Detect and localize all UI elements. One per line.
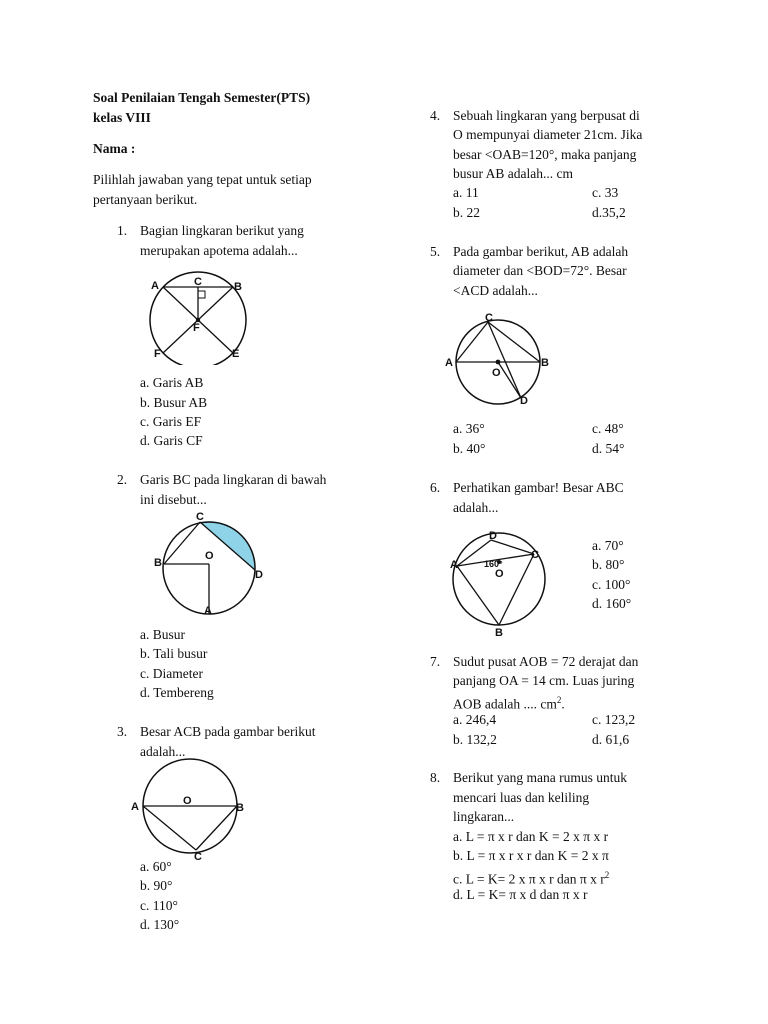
label-d: D <box>489 530 497 542</box>
question-number: 4. <box>430 108 441 123</box>
label-f-bottom: F <box>154 348 161 360</box>
question-text-line: busur AB adalah... cm <box>453 166 573 181</box>
question-text-line: <ACD adalah... <box>453 283 538 298</box>
option-b[interactable]: b. 80° <box>592 557 625 572</box>
superscript: 2 <box>604 870 610 880</box>
question-text-line: adalah... <box>453 500 499 515</box>
label-b: B <box>236 802 244 814</box>
label-o: O <box>205 550 214 562</box>
label-angle: 160° <box>484 559 503 569</box>
option-d[interactable]: d. 54° <box>592 441 625 456</box>
question-text-line: Perhatikan gambar! Besar ABC <box>453 480 624 495</box>
option-a[interactable]: a. 60° <box>140 859 172 874</box>
question-text-line: lingkaran... <box>453 809 515 824</box>
exam-class: kelas VIII <box>93 110 151 125</box>
question-number: 5. <box>430 244 441 259</box>
option-b[interactable]: b. Busur AB <box>140 395 208 410</box>
figure-circle-apothem <box>140 270 260 365</box>
label-c: C <box>485 312 493 324</box>
question-text-line: merupakan apotema adalah... <box>140 243 298 258</box>
option-d[interactable]: d.35,2 <box>592 205 626 220</box>
option-a[interactable]: a. 70° <box>592 538 624 553</box>
label-a: A <box>445 357 453 369</box>
question-text-main: AOB adalah .... cm <box>453 696 557 712</box>
name-label: Nama : <box>93 141 136 156</box>
label-o: O <box>495 568 504 580</box>
figure-circle-diameter <box>443 308 563 408</box>
superscript: 2 <box>556 695 562 705</box>
option-d[interactable]: d. 160° <box>592 596 632 611</box>
option-c-text: c. L = K= 2 x π x r dan π x r <box>453 871 605 887</box>
option-a[interactable]: a. 246,4 <box>453 712 497 727</box>
question-number: 2. <box>117 472 128 487</box>
label-o: O <box>492 367 501 379</box>
option-d[interactable]: d. Tembereng <box>140 685 214 700</box>
label-f: F <box>193 322 200 334</box>
question-number: 7. <box>430 654 441 669</box>
question-text-line: diameter dan <BOD=72°. Besar <box>453 263 627 278</box>
label-e: E <box>232 348 240 360</box>
option-b[interactable]: b. 22 <box>453 205 480 220</box>
label-b: B <box>495 627 503 639</box>
option-c[interactable]: c. 48° <box>592 421 624 436</box>
option-d[interactable]: d. Garis CF <box>140 433 203 448</box>
question-text-line: Pada gambar berikut, AB adalah <box>453 244 629 259</box>
question-text-line: Bagian lingkaran berikut yang <box>140 223 304 238</box>
question-number: 3. <box>117 724 128 739</box>
option-c[interactable]: c. 100° <box>592 577 631 592</box>
instruction-line-2: pertanyaan berikut. <box>93 192 198 207</box>
option-c[interactable]: c. Diameter <box>140 666 203 681</box>
option-a[interactable]: a. 11 <box>453 185 479 200</box>
option-b[interactable]: b. 132,2 <box>453 732 497 747</box>
label-b: B <box>541 357 549 369</box>
label-c: C <box>196 511 204 523</box>
question-text-line: besar <OAB=120°, maka panjang <box>453 147 637 162</box>
option-c[interactable]: c. 123,2 <box>592 712 636 727</box>
label-b: B <box>234 281 242 293</box>
question-text-line: O mempunyai diameter 21cm. Jika <box>453 127 643 142</box>
question-number: 6. <box>430 480 441 495</box>
option-d[interactable]: d. 61,6 <box>592 732 630 747</box>
label-d: D <box>520 395 528 407</box>
question-text-line: panjang OA = 14 cm. Luas juring <box>453 673 635 688</box>
question-text-line: mencari luas dan keliling <box>453 790 590 805</box>
label-a: A <box>151 280 159 292</box>
option-c[interactable]: c. 33 <box>592 185 619 200</box>
question-text-end: . <box>561 696 565 712</box>
option-c[interactable]: c. Garis EF <box>140 414 202 429</box>
option-c[interactable]: c. 110° <box>140 898 178 913</box>
label-a: A <box>204 605 212 617</box>
figure-circle-central-angle <box>443 527 553 642</box>
option-b[interactable]: b. Tali busur <box>140 646 208 661</box>
label-a: A <box>450 559 458 571</box>
label-o: O <box>183 795 192 807</box>
question-text-line: Sudut pusat AOB = 72 derajat dan <box>453 654 639 669</box>
label-d: D <box>255 569 263 581</box>
question-number: 1. <box>117 223 128 238</box>
question-text-line: Besar ACB pada gambar berikut <box>140 724 316 739</box>
label-c: C <box>194 851 202 863</box>
question-text-line: ini disebut... <box>140 492 207 507</box>
label-a: A <box>131 801 139 813</box>
instruction-line-1: Pilihlah jawaban yang tepat untuk setiap <box>93 172 312 187</box>
option-a[interactable]: a. L = π x r dan K = 2 x π x r <box>453 829 609 844</box>
option-a[interactable]: a. Busur <box>140 627 185 642</box>
question-text-line: adalah... <box>140 744 186 759</box>
label-c: C <box>531 549 539 561</box>
option-b[interactable]: b. 90° <box>140 878 173 893</box>
figure-circle-chord <box>145 508 275 616</box>
label-c: C <box>194 276 202 288</box>
label-b: B <box>154 557 162 569</box>
option-a[interactable]: a. Garis AB <box>140 375 204 390</box>
option-d[interactable]: d. 130° <box>140 917 180 932</box>
question-text-line: Sebuah lingkaran yang berpusat di <box>453 108 640 123</box>
exam-title: Soal Penilaian Tengah Semester(PTS) <box>93 90 311 105</box>
option-d[interactable]: d. L = K= π x d dan π x r <box>453 887 588 902</box>
question-text-line: Berikut yang mana rumus untuk <box>453 770 627 785</box>
question-number: 8. <box>430 770 441 785</box>
option-b[interactable]: b. 40° <box>453 441 486 456</box>
figure-circle-inscribed-angle <box>128 758 258 863</box>
option-b[interactable]: b. L = π x r x r dan K = 2 x π <box>453 848 609 863</box>
option-a[interactable]: a. 36° <box>453 421 485 436</box>
question-text-line: Garis BC pada lingkaran di bawah <box>140 472 327 487</box>
